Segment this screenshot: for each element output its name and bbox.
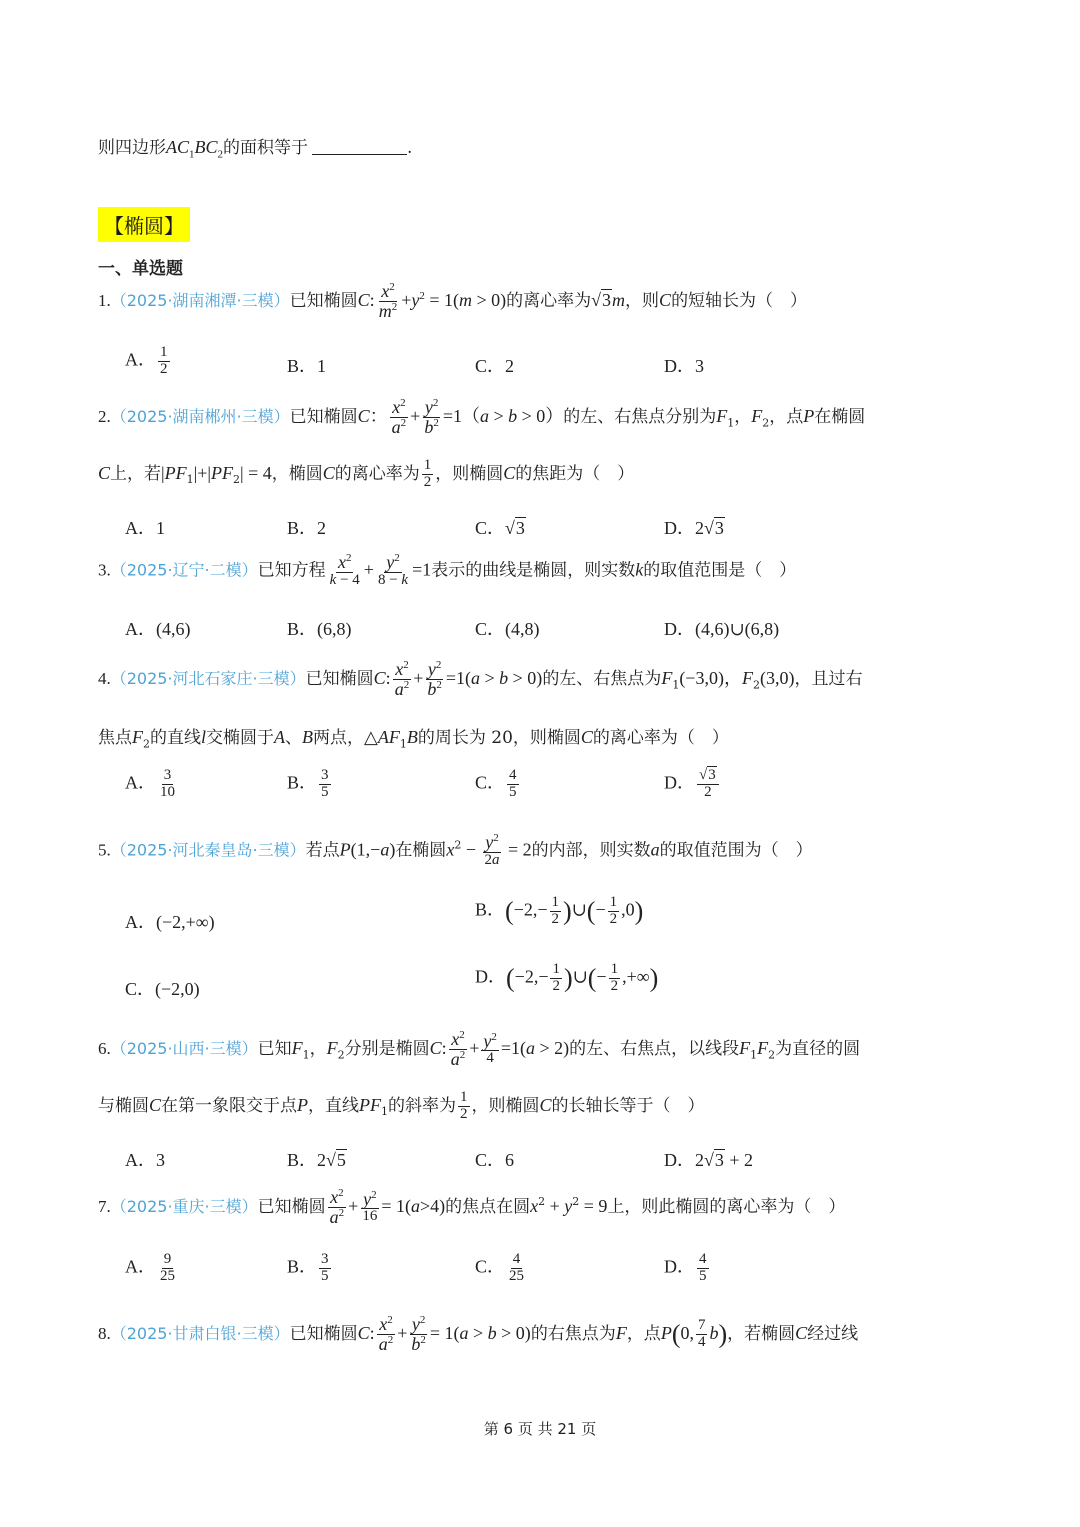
- q7-option-a[interactable]: A． $\frac{9}{25}$: [125, 1251, 175, 1284]
- q6-option-a[interactable]: A．3: [125, 1150, 165, 1170]
- q1-option-c[interactable]: C．2: [475, 356, 515, 376]
- shape-label: $AC_1BC_2$: [166, 137, 224, 161]
- q1-option-a[interactable]: A． $\frac{1}{2}$: [125, 344, 168, 377]
- q3-option-d[interactable]: D．(4,6)∪(6,8): [664, 619, 780, 639]
- q5-option-b[interactable]: B．(−2,− $\frac{1}{2}$ )∪(− $\frac{1}{2}$ ,0): [475, 894, 644, 927]
- question-source: （2025·辽宁·二模）: [110, 560, 258, 580]
- question-1: 1.（2025·湖南湘潭·三模）已知椭圆C: $\frac{x^2}{m^2}$ $+y^2 = 1(m > 0)$的离心率为√3m，则C的短轴长为（ ）: [98, 281, 808, 321]
- question-source: （2025·甘肃白银·三模）: [110, 1323, 290, 1343]
- question-8: 8.（2025·甘肃白银·三模）已知椭圆C: $\frac{x^2}{a^2}$ + $\frac{y^2}{b^2}$ = 1(a > b > 0)的右焦点为F，点P(0, $\frac{7}{4}$ b)，若椭圆C经过线: [98, 1314, 859, 1354]
- question-4-line-2: 焦点$F_2$的直线l交椭圆于A、B两点，$\triangle AF_1B$的周长为 20，则椭圆C的离心率为（ ）: [98, 727, 729, 751]
- q7-option-c[interactable]: C． $\frac{4}{25}$: [475, 1251, 525, 1284]
- question-source: （2025·湖南湘潭·三模）: [110, 290, 290, 310]
- intro-text: 则四边形: [98, 138, 166, 158]
- question-source: （2025·河北石家庄·三模）: [110, 668, 306, 688]
- question-6: 6.（2025·山西·三模）已知$F_1$，$F_2$分别是椭圆C: $\frac{x^2}{a^2}$ + $\frac{y^2}{4}$ =1(a > 2)的左、右焦点，以线段$F_1F_2$为直径的圆: [98, 1029, 861, 1069]
- q4-option-a[interactable]: A． $\frac{3}{10}$: [125, 767, 175, 800]
- q3-option-c[interactable]: C．(4,8): [475, 619, 540, 639]
- q6-option-d[interactable]: D．2√3 + 2: [664, 1150, 754, 1170]
- question-source: （2025·重庆·三模）: [110, 1196, 258, 1216]
- question-4: 4.（2025·河北石家庄·三模）已知椭圆C: $\frac{x^2}{a^2}$ + $\frac{y^2}{b^2}$ =1(a > b > 0)的左、右焦点为$F_1(-3,0)$，$F_2(3,0)$，且过右: [98, 659, 863, 699]
- question-6-line-2: 与椭圆C在第一象限交于点P，直线$PF_1$的斜率为 $\frac{1}{2}$ ，则椭圆C的长轴长等于（ ）: [98, 1089, 705, 1122]
- q4-option-d[interactable]: D． $\frac{√3}{2}$: [664, 768, 721, 801]
- question-5: 5.（2025·河北秦皇岛·三模）若点P(1,−a)在椭圆$x^2$ − $\frac{y^2}{2a}$ = 2的内部，则实数a的取值范围为（ ）: [98, 832, 813, 868]
- section-label: 【椭圆】: [98, 207, 190, 242]
- question-source: （2025·山西·三模）: [110, 1038, 258, 1058]
- q6-option-b[interactable]: B．2√5: [287, 1150, 346, 1170]
- q5-option-d[interactable]: D．(−2,− $\frac{1}{2}$ )∪(− $\frac{1}{2}$ ,+∞): [475, 961, 659, 994]
- q6-option-c[interactable]: C．6: [475, 1150, 515, 1170]
- subsection-title: 一、单选题: [98, 259, 183, 279]
- question-7: 7.（2025·重庆·三模）已知椭圆 $\frac{x^2}{a^2}$ + $\frac{y^2}{16}$ = 1(a>4)的焦点在圆$x^2 + y^2 = 9$上，则此椭圆的离心率为（ ）: [98, 1187, 846, 1227]
- q5-option-c[interactable]: C．(−2,0): [125, 979, 200, 999]
- answer-blank: [312, 154, 407, 155]
- question-3: 3.（2025·辽宁·二模）已知方程 $\frac{x^2}{k - 4}$ + $\frac{y^2}{8 - k}$ =1表示的曲线是椭圆，则实数k的取值范围是（ ）: [98, 552, 797, 588]
- q4-option-b[interactable]: B． $\frac{3}{5}$: [287, 767, 329, 800]
- intro-text-2: 的面积等于: [223, 138, 309, 158]
- q7-option-d[interactable]: D． $\frac{4}{5}$: [664, 1251, 707, 1284]
- page-footer: 第 6 页 共 21 页: [483, 1420, 597, 1438]
- question-source: （2025·湖南郴州·三模）: [110, 406, 290, 426]
- q3-option-a[interactable]: A．(4,6): [125, 619, 191, 639]
- q4-option-c[interactable]: C． $\frac{4}{5}$: [475, 767, 517, 800]
- question-2: 2.（2025·湖南郴州·三模）已知椭圆C： $\frac{x^2}{a^2}$ + $\frac{y^2}{b^2}$ =1（a > b > 0）的左、右焦点分别为$F_1$，$F_2$，点P在椭圆: [98, 397, 866, 437]
- q1-option-d[interactable]: D．3: [664, 356, 704, 376]
- q2-option-d[interactable]: D．2√3: [664, 518, 724, 538]
- q5-option-a[interactable]: A．(−2,+∞): [125, 912, 215, 932]
- question-source: （2025·河北秦皇岛·三模）: [110, 840, 306, 860]
- q2-option-a[interactable]: A．1: [125, 518, 165, 538]
- question-2-line-2: C上，若$|PF_1|+|PF_2| = 4$，椭圆C的离心率为 $\frac{1}{2}$ ，则椭圆C的焦距为（ ）: [98, 457, 635, 490]
- q3-option-b[interactable]: B．(6,8): [287, 619, 352, 639]
- q2-option-c[interactable]: C．√3: [475, 518, 525, 538]
- intro-line: 则四边形$AC_1BC_2$的面积等于 .: [98, 137, 413, 161]
- q7-option-b[interactable]: B． $\frac{3}{5}$: [287, 1251, 329, 1284]
- q2-option-b[interactable]: B．2: [287, 518, 327, 538]
- q1-option-b[interactable]: B．1: [287, 356, 327, 376]
